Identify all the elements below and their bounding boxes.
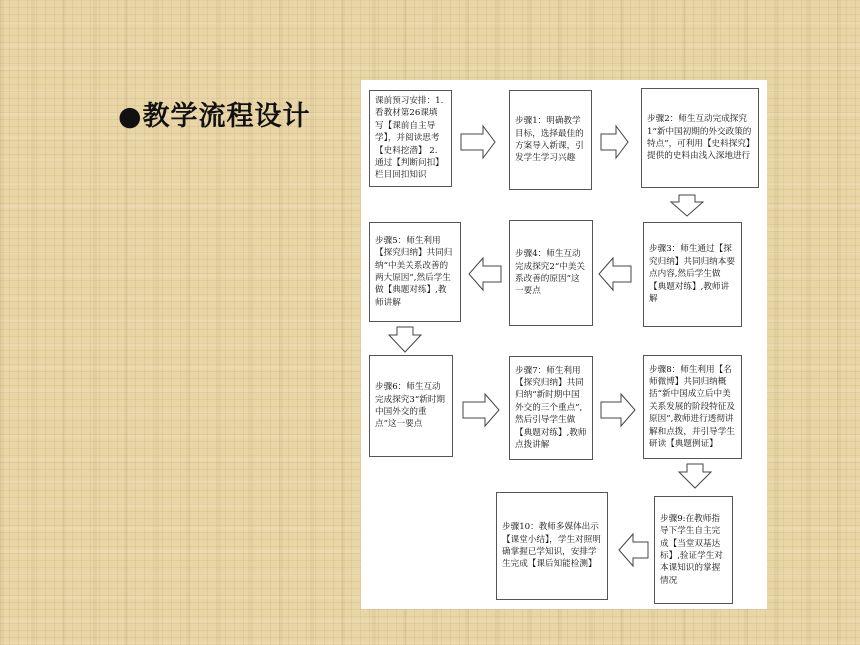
step-text-5: 步骤5：师生利用【探究归纳】共同归纳“中美关系改善的两大原因”,然后学生做【典题对练】,教师讲解: [375, 235, 453, 308]
flowchart-panel: [361, 80, 767, 609]
arrow-right-icon: [601, 394, 635, 426]
page-title: ●教学流程设计: [118, 101, 311, 132]
flow-arrows: [361, 80, 767, 609]
arrow-down-icon: [389, 327, 421, 352]
arrow-down-icon: [679, 464, 711, 488]
step-text-2: 步骤2：师生互动完成探究1“新中国初期的外交政策的特点”，可利用【史料探究】提供的史料由浅入深地进行: [647, 114, 752, 162]
arrow-left-icon: [469, 258, 501, 290]
arrow-right-icon: [463, 394, 499, 426]
step-text-4: 步骤4：师生互动完成探究2“中美关系改善的原因”这一要点: [515, 249, 586, 297]
step-text-7: 步骤7：师生利用【探究归纳】共同归纳“新时期中国外交的三个重点”,然后引导学生做【典题对练】,教师点拨讲解: [515, 365, 587, 451]
step-text-pre: 课前预习安排：1.看教材第26课填写【课前自主导学】，并阅读思考【史料挖潜】 2.通过【判断问扣】栏目回扣知识: [375, 96, 444, 181]
step-text-9: 步骤9:在教师指导下学生自主完成【当堂双基达标】,验证学生对本课知识的掌握情况: [660, 513, 723, 586]
step-text-6: 步骤6：师生互动完成探究3“新时期中国外交的重点”这一要点: [375, 382, 446, 430]
arrow-right-icon: [461, 126, 495, 158]
arrow-down-icon: [671, 195, 703, 216]
step-text-3: 步骤3：师生通过【探究归纳】共同归纳本要点内容,然后学生做【典题对练】,教师讲解: [649, 244, 735, 305]
step-text-8: 步骤8：师生利用【名师微博】共同归纳概括“新中国成立后中美关系发展的阶段特征及原因”,教师进行透彻讲解和点拨，并引导学生研读【典题例证】: [649, 364, 735, 450]
arrow-left-icon: [619, 534, 648, 566]
step-text-10: 步骤10：教师多媒体出示【课堂小结】，学生对照明确掌握已学知识，安排学生完成【课后知能检测】: [502, 522, 601, 570]
arrow-left-icon: [599, 258, 631, 290]
arrow-right-icon: [601, 126, 628, 158]
step-text-1: 步骤1：明确教学目标，选择最佳的方案导入新课，引发学生学习兴趣: [515, 116, 584, 164]
